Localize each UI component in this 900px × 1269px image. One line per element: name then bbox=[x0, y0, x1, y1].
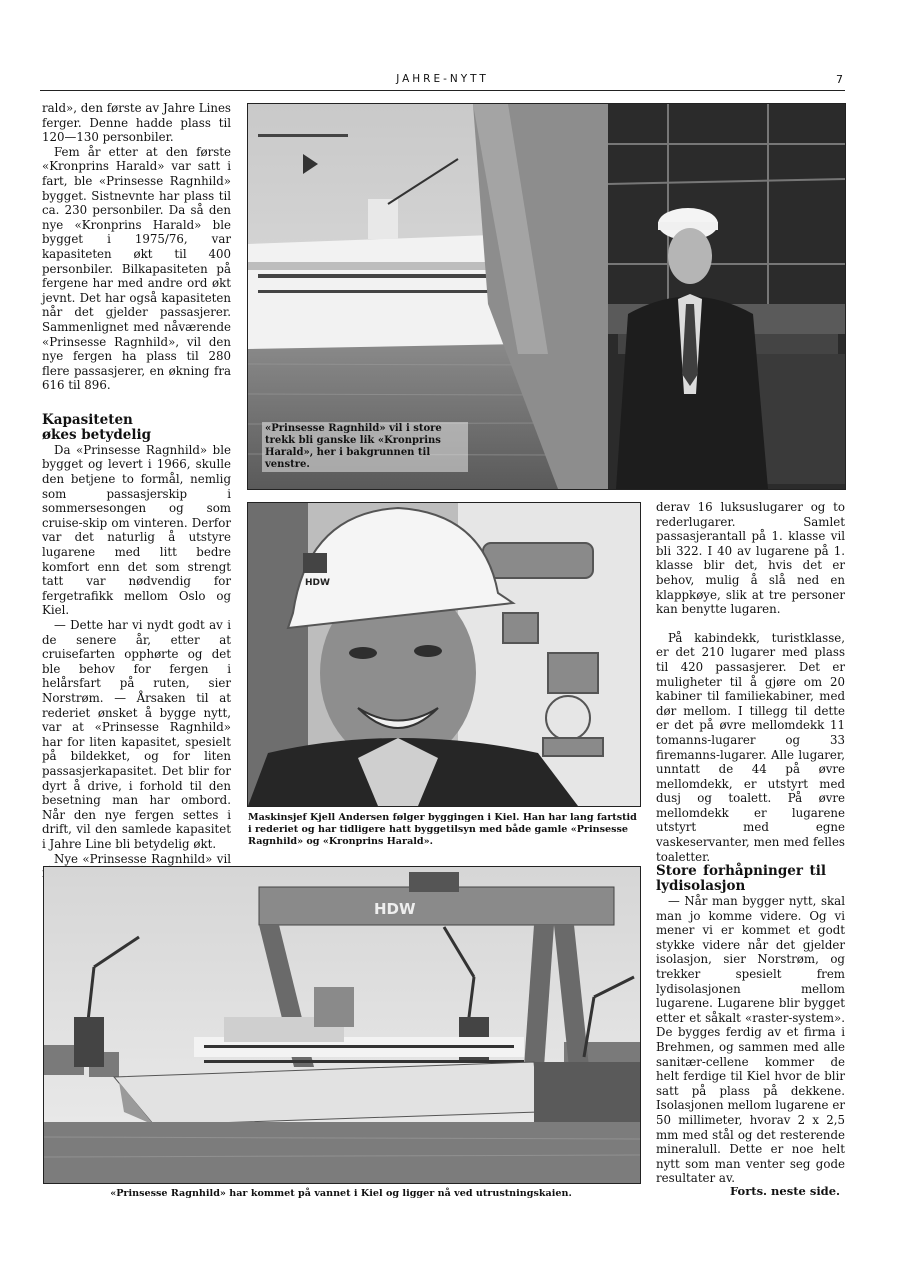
paragraph: — Dette har vi nydt godt av i de senere år, etter at cruisefarten opphørte og det ble behov for fergen i helårsfart på ruten, sier Norstrøm. — Årsaken til at rederiet ønsket å bygge nytt, var at «Prinsesse Ragnhild» har for liten kapasitet, spesielt på bildekket, og for liten passasjerkapasitet. Det blir for dyrt å drive, i forhold til den besetning man har ombord. Når den nye fergen settes i drift, vil den samlede kapasitet i Jahre Line bli betydelig økt. bbox=[42, 618, 231, 851]
helmet-logo-text: HDW bbox=[305, 578, 330, 588]
section-heading: Store forhåpninger til lydisolasjon bbox=[656, 863, 826, 894]
photo-ship-at-quay bbox=[43, 866, 641, 1184]
paragraph: Da «Prinsesse Ragnhild» ble bygget og levert i 1966, skulle den betjene to formål, nemlig som passasjerskip i sommersesongen og som cruise-skip om vinteren. Derfor var det naturlig å utstyre lugarene med litt bedre komfort enn det som strengt tatt var nødvendig for fergetrafikk mellom Oslo og Kiel. bbox=[42, 442, 231, 618]
section-heading: Kapasiteten økes betydelig bbox=[42, 411, 152, 443]
crane-hdw-text: HDW bbox=[374, 900, 416, 918]
column-left bbox=[42, 101, 231, 881]
paragraph: Nye «Prinsesse Ragnhild» vil bbox=[54, 851, 231, 866]
page-header bbox=[40, 70, 845, 91]
column-right-lower bbox=[656, 864, 845, 1186]
photo-kjell-andersen bbox=[247, 502, 641, 807]
photo-ship-and-man bbox=[247, 103, 846, 490]
paragraph: derav 16 luksuslugarer og to rederlugarer. Samlet passasjerantall på 1. klasse vil bli 322. I 40 av lugarene på 1. klasse blir det, hvis det er behov, mulig å slå ned en klappkøye, slik at tre personer kan benytte lugaren. bbox=[656, 500, 845, 617]
paragraph: rald», den første av Jahre Lines ferger. Denne hadde plass til 120—130 personbiler. bbox=[42, 101, 231, 145]
paragraph: Fem år etter at den første «Kronprins Harald» var satt i fart, ble «Prinsesse Ragnhild» bygget. Sistnevnte har plass til ca. 230 personbiler. Da så den nye «Kronprins Harald» ble bygget i 1975/76, var kapasiteten økt til 400 personbiler. Bilkapasiteten på fergene har med andre ord økt jevnt. Det har også kapasiteten når det gjelder passasjerer. Sammenlignet med nåværende «Prinsesse Ragnhild», vil den nye fergen ha plass til 280 flere passasjerer, en økning fra 616 til 896. bbox=[42, 144, 231, 393]
top-photo-caption: «Prinsesse Ragnhild» vil i store trekk bli ganske lik «Kronprins Harald», her i bakgrunnen til venstre. bbox=[262, 422, 468, 472]
page-number: 7 bbox=[836, 73, 843, 86]
middle-photo-caption: Maskinsjef Kjell Andersen følger byggingen i Kiel. Han har lang fartstid i rederiet og har tidligere hatt byggetilsyn med både gamle «Prinsesse Ragnhild» og «Kronprins Harald». bbox=[248, 812, 637, 847]
bottom-photo-caption: «Prinsesse Ragnhild» har kommet på vannet i Kiel og ligger nå ved utrustningskaien. bbox=[110, 1188, 572, 1199]
paragraph: — Når man bygger nytt, skal man jo komme videre. Og vi mener vi er kommet et godt stykke videre når det gjelder isolasjon, sier Norstrøm, og trekker spesielt frem lydisolasjonen mellom lugarene. Lugarene blir bygget etter et såkalt «raster-system». De bygges ferdig av et firma i Brehmen, og sammen med alle sanitær-cellene kommer de helt ferdige til Kiel hvor de blir satt på plass på dekkene. Isolasjonen mellom lugarene er 50 millimeter, hvorav 2 x 2,5 mm med stål og det resterende mineralull. Dette er noe helt nytt som man venter seg gode resultater av. bbox=[656, 894, 845, 1186]
column-right-upper bbox=[656, 500, 845, 864]
continued-note: Forts. neste side. bbox=[730, 1184, 841, 1198]
publication-title: JAHRE-NYTT bbox=[396, 73, 489, 85]
paragraph: På kabindekk, turistklasse, er det 210 lugarer med plass til 420 passasjerer. Det er muligheter til å gjøre om 20 kabiner til familiekabiner, med dør mellom. I tillegg til dette er det på øvre mellomdekk 11 tomanns-lugarer og 33 firemanns-lugarer. Alle lugarer, unntatt de 44 på øvre mellomdekk, er utstyrt med dusj og toalett. På øvre mellomdekk er lugarene utstyrt med egne vaskeservanter, men med felles toaletter. bbox=[656, 630, 845, 864]
